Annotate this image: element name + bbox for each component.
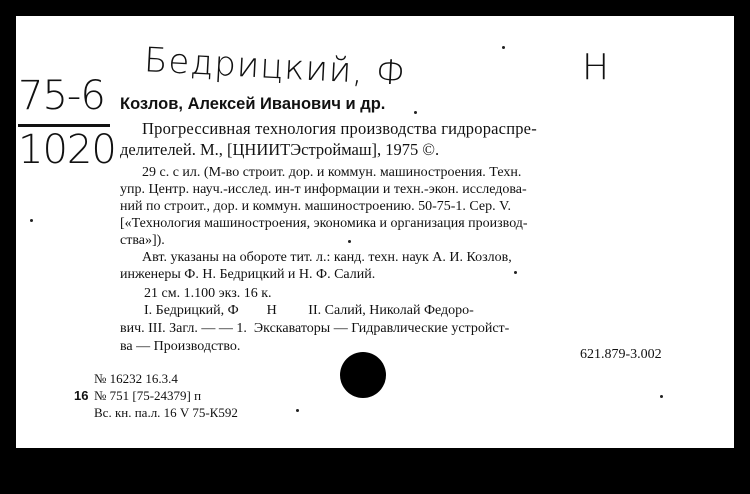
speck [660,395,663,398]
description-line: ства»]). [120,233,165,248]
speck [414,111,417,114]
catalog-card [16,16,734,448]
speck [296,409,299,412]
footer-line-2: № 751 [75-24379] п [94,388,202,403]
description-line: ний по строит., дор. и коммун. машиностроению. 50-75-1. Сер. V. [120,199,511,214]
author-note-line: инженеры Ф. Н. Бедрицкий и Н. Ф. Салий. [120,267,376,282]
description-line: 29 с. с ил. (М-во строит. дор. и коммун. машиностроения. Техн. [142,165,522,180]
speck [348,240,351,243]
handwritten-author-note: Бедрицкий, Ф [143,40,408,94]
speck [502,46,505,49]
physical-description: 21 см. 1.100 экз. 16 к. [144,286,272,301]
description-line: упр. Центр. науч.-исслед. ин-т информации и техн.-экон. исследова- [120,182,527,197]
description-line: [«Технология машиностроения, экономика и организация производ- [120,216,528,231]
author-note-line: Авт. указаны на обороте тит. л.: канд. техн. наук А. И. Козлов, [142,250,512,265]
call-number-bottom: 1020 [18,127,116,173]
footer-line-3: Вс. кн. па.л. 16 V 75-К592 [94,405,238,420]
speck [30,219,33,222]
footer-line-1: № 16232 16.3.4 [94,371,178,386]
entry-heading: Козлов, Алексей Иванович и др. [120,95,386,113]
tracings-line: ва — Производство. [120,339,241,354]
title-line-1: Прогрессивная технология производства гидрораспре- [142,119,537,138]
udc-code: 621.879-3.002 [580,347,662,362]
title-line-2: делителей. М., [ЦНИИТЭстроймаш], 1975 ©. [120,140,440,159]
footer-line-2-prefix: 16 [74,388,89,403]
handwritten-initial: Н [582,47,610,88]
punch-hole [340,352,386,398]
call-number-top: 75-6 [18,73,105,119]
speck [514,271,517,274]
tracings-line: I. Бедрицкий, Ф Н II. Салий, Николай Федоро- [144,303,474,318]
tracings-line: вич. III. Загл. — — 1. Экскаваторы — Гидравлические устройст- [120,321,510,336]
